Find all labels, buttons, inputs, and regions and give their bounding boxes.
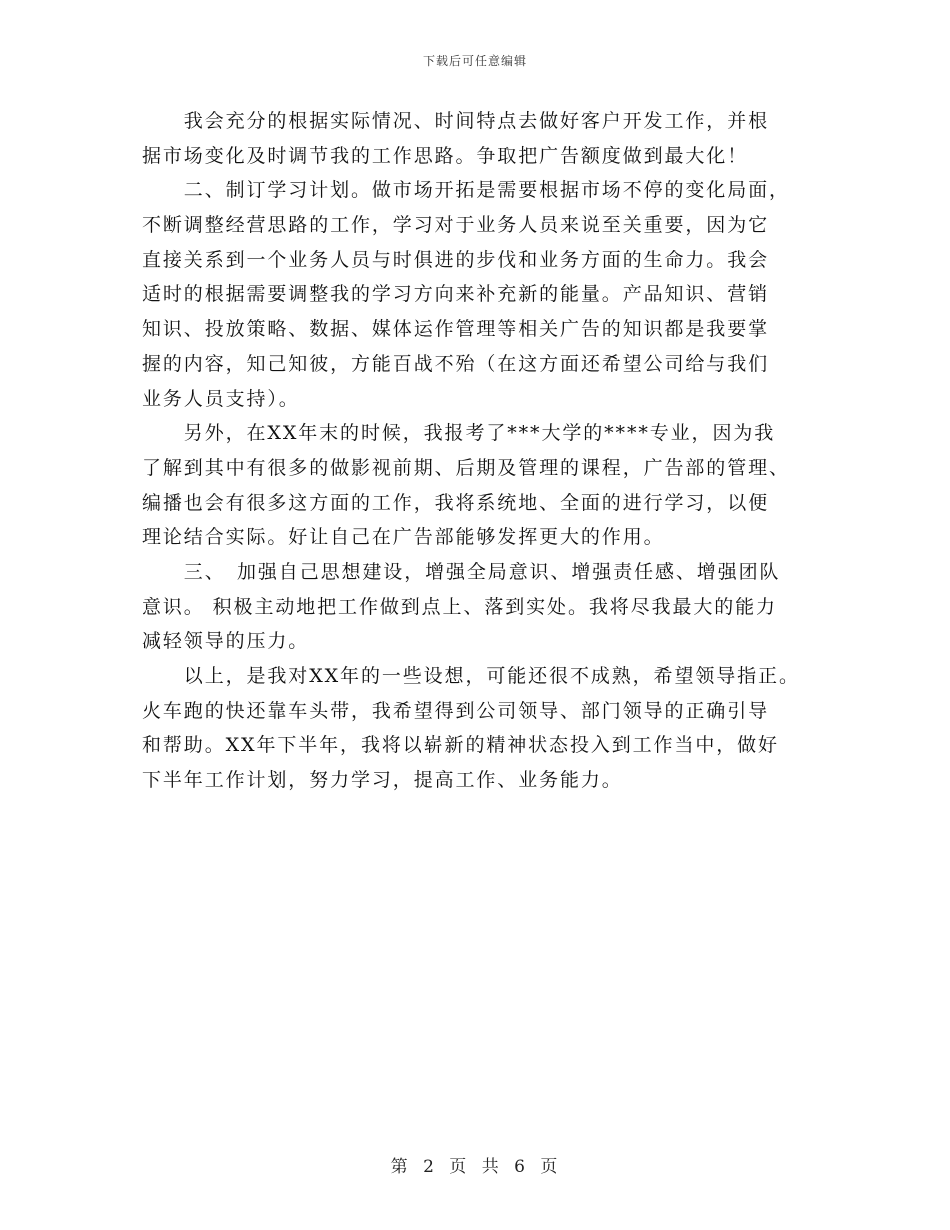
text-line: 据市场变化及时调节我的工作思路。争取把广告额度做到最大化！: [142, 144, 749, 167]
text-line: 以上，是我对XX年的一些设想，可能还很不成熟，希望领导指正。: [142, 665, 800, 687]
document-body: [142, 104, 810, 798]
text-line: 适时的根据需要调整我的学习方向来补充新的能量。产品知识、营销: [142, 283, 770, 306]
text-line: 另外，在XX年末的时候，我报考了***大学的****专业，因为我: [142, 422, 776, 445]
text-line: 三、 加强自己思想建设，增强全局意识、增强责任感、增强团队: [142, 560, 781, 583]
text-line: 直接关系到一个业务人员与时俱进的步伐和业务方面的生命力。我会: [142, 248, 770, 271]
text-line: 意识。 积极主动地把工作做到点上、落到实处。我将尽我最大的能力: [142, 595, 777, 618]
text-line: 知识、投放策略、数据、媒体运作管理等相关广告的知识都是我要掌: [142, 318, 770, 341]
text-line: 握的内容，知己知彼，方能百战不殆（在这方面还希望公司给与我们: [142, 352, 770, 375]
page-number-footer: 第 2 页 共 6 页: [390, 1157, 560, 1177]
text-line: 火车跑的快还靠车头带，我希望得到公司领导、部门领导的正确引导: [142, 699, 770, 722]
text-line: 下半年工作计划，努力学习，提高工作、业务能力。: [142, 769, 623, 792]
text-line: 二、制订学习计划。做市场开拓是需要根据市场不停的变化局面，: [142, 179, 790, 202]
text-line: 了解到其中有很多的做影视前期、后期及管理的课程，广告部的管理、: [142, 456, 790, 479]
text-line: 减轻领导的压力。: [142, 630, 310, 653]
text-line: 业务人员支持）。: [142, 387, 300, 410]
text-line: 理论结合实际。好让自己在广告部能够发挥更大的作用。: [142, 526, 665, 549]
text-line: 我会充分的根据实际情况、时间特点去做好客户开发工作，并根: [142, 110, 770, 132]
text-line: 编播也会有很多这方面的工作，我将系统地、全面的进行学习，以便: [142, 491, 770, 514]
text-line: 不断调整经营思路的工作，学习对于业务人员来说至关重要，因为它: [142, 214, 770, 237]
text-line: 和帮助。XX年下半年，我将以崭新的精神状态投入到工作当中，做好: [142, 734, 779, 757]
page-header: 下载后可任意编辑: [422, 54, 527, 68]
